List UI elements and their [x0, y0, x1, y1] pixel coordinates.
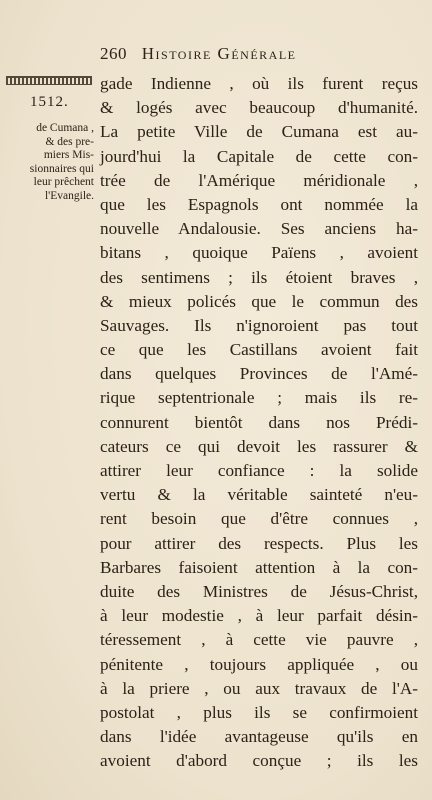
text-line: dans l'idée avantageuse qu'ils en — [100, 727, 418, 747]
text-line: dans quelques Provinces de l'Amé- — [100, 364, 418, 384]
text-line: que les Espagnols ont nommée la — [100, 194, 418, 214]
margin-note-line: miers Mis- — [43, 149, 94, 161]
text-line: à leur modestie , à leur parfait désin- — [100, 606, 418, 626]
margin-note — [4, 122, 94, 203]
decorative-rule — [6, 76, 92, 85]
text-line: rique septentrionale ; mais ils re- — [100, 388, 418, 408]
text-line: ce que les Castillans avoient fait — [100, 340, 418, 360]
text-line: bitans , quoique Païens , avoient — [100, 243, 418, 263]
text-line: rent besoin que d'être connues , — [100, 509, 418, 529]
margin-note-line: sionnaires qui — [29, 162, 94, 175]
text-line: vertu & la véritable sainteté n'eu- — [100, 485, 418, 505]
text-line: postolat , plus ils se confirmoient — [100, 702, 418, 722]
text-line: pénitente , toujours appliquée , ou — [100, 654, 418, 674]
margin-note-line: l'Evangile. — [44, 189, 94, 202]
running-title: Histoire Générale — [141, 44, 297, 63]
text-line: Sauvages. Ils n'ignoroient pas tout — [100, 315, 418, 335]
text-line: jourd'hui la Capitale de cette con- — [100, 146, 418, 166]
text-line: à la priere , ou aux travaux de l'A- — [100, 678, 418, 698]
text-line: attirer leur confiance : la solide — [100, 461, 418, 480]
text-line: des sentimens ; ils étoient braves , — [100, 267, 418, 287]
text-line: avoient d'abord conçue ; ils les — [100, 751, 418, 771]
text-line: gade Indienne , où ils furent reçus — [100, 74, 418, 93]
body-text — [100, 72, 418, 773]
text-line: pour attirer des respects. Plus les — [100, 533, 418, 553]
text-line: & mieux policés que le commun des — [100, 291, 418, 311]
text-line: téressement , à cette vie pauvre , — [100, 630, 418, 650]
margin-note-line: leur prêchent — [33, 176, 94, 188]
text-line: trée de l'Amérique méridionale , — [100, 170, 418, 190]
text-line: & logés avec beaucoup d'humanité. — [100, 98, 418, 118]
margin-note-line: & des pre- — [45, 135, 94, 148]
text-line: La petite Ville de Cumana est au- — [100, 122, 418, 142]
text-line: duite des Ministres de Jésus-Christ, — [100, 581, 418, 601]
margin-note-line: de Cumana , — [36, 122, 94, 134]
page-number: 260 — [100, 44, 127, 63]
text-line: Barbares faisoient attention à la con- — [100, 557, 418, 577]
text-line: cateurs ce qui devoit les rassurer & — [100, 436, 418, 456]
text-line: nouvelle Andalousie. Ses anciens ha- — [100, 219, 418, 239]
margin-year: 1512. — [30, 94, 69, 110]
text-line: connurent bientôt dans nos Prédi- — [100, 412, 418, 432]
running-header — [100, 44, 418, 64]
